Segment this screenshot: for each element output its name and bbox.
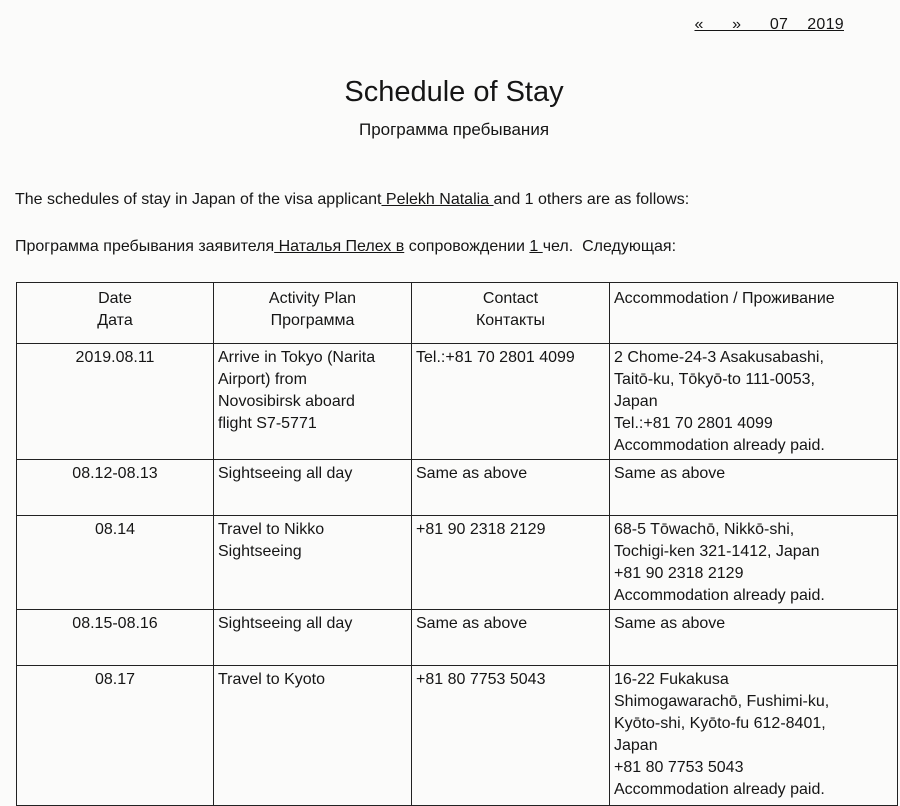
- header-contact: [412, 283, 610, 344]
- intro-en-prefix: The schedules of stay in Japan of the visa applicant: [15, 191, 382, 208]
- cell-activity: [214, 344, 412, 460]
- document-date: « » 07 2019: [694, 16, 844, 33]
- accommodation-line: Japan: [614, 737, 658, 754]
- document-title: Schedule of Stay: [344, 76, 564, 108]
- schedule-table: [16, 282, 898, 806]
- activity-line: Sightseeing all day: [218, 465, 353, 482]
- intro-ru-prefix: Программа пребывания заявителя: [15, 238, 275, 255]
- header-activity: [214, 283, 412, 344]
- activity-line: Arrive in Tokyo (Narita: [218, 349, 376, 366]
- accommodation-line: Japan: [614, 393, 658, 410]
- cell-date: 08.17: [17, 666, 214, 806]
- activity-line: Sightseeing: [218, 543, 302, 560]
- table-row: [17, 516, 898, 610]
- cell-accommodation: [610, 610, 898, 666]
- cell-activity: [214, 516, 412, 610]
- cell-date: 2019.08.11: [17, 344, 214, 460]
- accommodation-line: Kyōto-shi, Kyōto-fu 612-8401,: [614, 715, 826, 732]
- table-row: [17, 610, 898, 666]
- companion-count: 1: [529, 238, 543, 255]
- cell-activity: [214, 460, 412, 516]
- accommodation-line: Accommodation already paid.: [614, 781, 825, 798]
- table-row: [17, 666, 898, 806]
- intro-english: [15, 191, 689, 209]
- activity-line: Airport) from: [218, 371, 307, 388]
- accommodation-line: Tel.:+81 70 2801 4099: [614, 415, 773, 432]
- cell-contact: Same as above: [412, 610, 610, 666]
- cell-accommodation: [610, 344, 898, 460]
- cell-activity: [214, 610, 412, 666]
- accommodation-line: Accommodation already paid.: [614, 437, 825, 454]
- accommodation-line: 68-5 Tōwachō, Nikkō-shi,: [614, 521, 795, 538]
- header-date: [17, 283, 214, 344]
- activity-line: Travel to Kyoto: [218, 671, 326, 688]
- activity-line: Sightseeing all day: [218, 615, 353, 632]
- header-contact-ru: Контакты: [475, 312, 546, 329]
- accommodation-line: Same as above: [614, 615, 726, 632]
- header-activity-en: Activity Plan: [268, 290, 357, 307]
- cell-contact: Tel.:+81 70 2801 4099: [412, 344, 610, 460]
- activity-line: Travel to Nikko: [218, 521, 325, 538]
- cell-date: 08.15-08.16: [17, 610, 214, 666]
- accommodation-line: +81 90 2318 2129: [614, 565, 744, 582]
- accommodation-line: Shimogawarachō, Fushimi-ku,: [614, 693, 830, 710]
- cell-accommodation: [610, 666, 898, 806]
- cell-accommodation: [610, 516, 898, 610]
- header-activity-ru: Программа: [270, 312, 355, 329]
- intro-russian: [15, 238, 676, 256]
- header-accommodation: [610, 283, 898, 344]
- applicant-name-ru: Наталья Пелех в: [274, 238, 405, 255]
- table-row: [17, 344, 898, 460]
- cell-contact: +81 90 2318 2129: [412, 516, 610, 610]
- accommodation-line: +81 80 7753 5043: [614, 759, 744, 776]
- cell-contact: Same as above: [412, 460, 610, 516]
- cell-activity: [214, 666, 412, 806]
- table-header-row: [17, 283, 898, 344]
- accommodation-line: Accommodation already paid.: [614, 587, 825, 604]
- table-row: [17, 460, 898, 516]
- intro-ru-suffix: чел. Следующая:: [542, 238, 677, 255]
- cell-date: 08.14: [17, 516, 214, 610]
- cell-date: 08.12-08.13: [17, 460, 214, 516]
- header-date-en: Date: [98, 290, 132, 307]
- applicant-name-en: Pelekh Natalia: [381, 191, 494, 208]
- accommodation-line: Taitō-ku, Tōkyō-to 111-0053,: [614, 371, 815, 388]
- accommodation-line: 16-22 Fukakusa: [614, 671, 729, 688]
- accommodation-line: 2 Chome-24-3 Asakusabashi,: [614, 349, 824, 366]
- activity-line: flight S7-5771: [218, 415, 317, 432]
- intro-ru-middle: сопровождении: [404, 238, 530, 255]
- header-contact-en: Contact: [482, 290, 539, 307]
- activity-line: Novosibirsk aboard: [218, 393, 355, 410]
- intro-en-suffix: and 1 others are as follows:: [493, 191, 690, 208]
- accommodation-line: Same as above: [614, 465, 726, 482]
- cell-contact: +81 80 7753 5043: [412, 666, 610, 806]
- header-accommodation-label: Accommodation / Проживание: [614, 290, 835, 307]
- cell-accommodation: [610, 460, 898, 516]
- document-subtitle: Программа пребывания: [358, 120, 550, 139]
- header-date-ru: Дата: [97, 312, 133, 329]
- accommodation-line: Tochigi-ken 321-1412, Japan: [614, 543, 820, 560]
